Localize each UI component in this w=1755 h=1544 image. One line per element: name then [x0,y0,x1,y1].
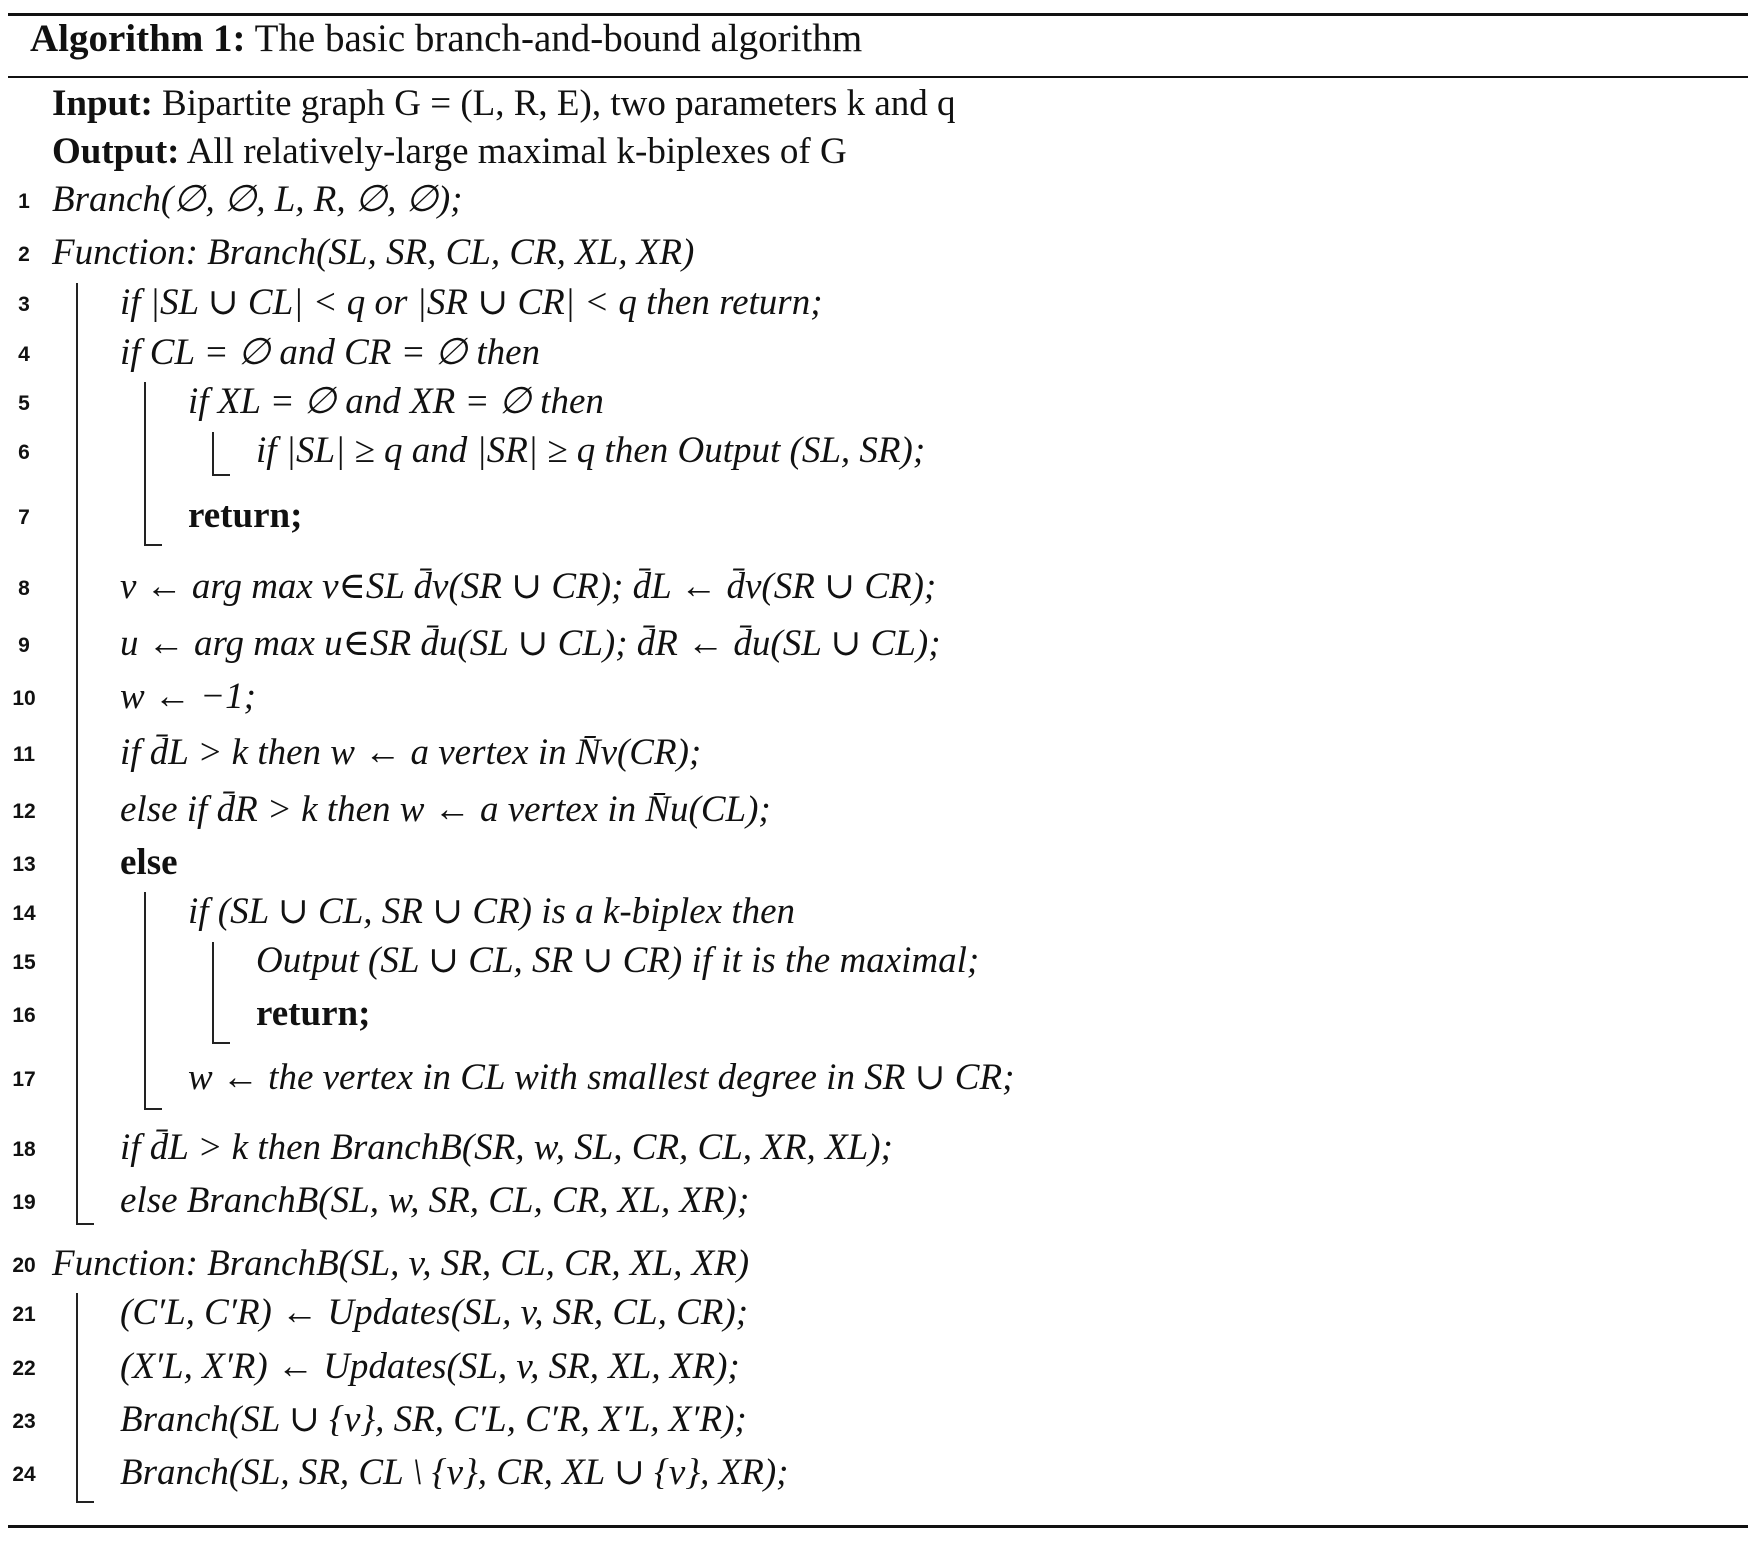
line-number: 1 [18,190,30,213]
output-label: Output: [52,131,180,172]
code-line: Function: Branch(SL, SR, CL, CR, XL, XR) [52,232,695,273]
code-line: return; [256,993,371,1034]
line-number: 24 [12,1463,36,1486]
block-bar-if-biplex [212,942,214,1044]
output-text: All relatively-large maximal k-biplexes of G [186,131,847,172]
line-number: 20 [12,1254,36,1277]
line-number: 14 [12,902,36,925]
code-line: v ← arg max v∈SL d̄v(SR ∪ CR); d̄L ← d̄v(SR ∪ CR); [120,566,937,607]
input-text: Bipartite graph G = (L, R, E), two parameters k and q [162,83,956,124]
block-bar-else [144,892,146,1110]
code-line: (X′L, X′R) ← Updates(SL, v, SR, XL, XR); [120,1346,740,1387]
line-number: 18 [12,1138,36,1161]
block-foot-if-biplex [212,1042,230,1044]
line-number: 12 [12,800,36,823]
output-line [52,130,847,174]
block-bar-branch [76,283,78,1225]
code-line: w ← −1; [120,676,256,717]
line-number: 9 [18,634,30,657]
line-number: 17 [12,1068,36,1091]
input-label: Input: [52,83,153,124]
line-number: 22 [12,1357,36,1380]
code-line: (C′L, C′R) ← Updates(SL, v, SR, CL, CR); [120,1292,749,1333]
code-line: else [120,842,178,883]
block-bar-if-x-empty [212,432,214,476]
line-number: 21 [12,1303,36,1326]
line-number: 6 [18,441,30,464]
code-line: else BranchB(SL, w, SR, CL, CR, XL, XR); [120,1180,750,1221]
block-foot-if-x-empty [212,474,230,476]
block-foot-else [144,1108,162,1110]
code-line: if |SL| ≥ q and |SR| ≥ q then Output (SL, SR); [256,430,926,471]
line-number: 11 [12,743,36,766]
line-number: 5 [18,392,30,415]
code-line: return; [188,495,303,536]
code-line: if (SL ∪ CL, SR ∪ CR) is a k-biplex then [188,891,796,932]
line-number: 19 [12,1191,36,1214]
block-bar-if-empty [144,382,146,546]
code-line: u ← arg max u∈SR d̄u(SL ∪ CL); d̄R ← d̄u(SL ∪ CL); [120,623,941,664]
block-foot-branch [76,1223,94,1225]
line-number: 3 [18,293,30,316]
line-number: 10 [12,687,36,710]
line-number: 4 [18,343,30,366]
block-foot-if-empty [144,544,162,546]
line-number: 15 [12,951,36,974]
line-number: 23 [12,1410,36,1433]
code-line: if CL = ∅ and CR = ∅ then [120,332,541,373]
line-number: 2 [18,243,30,266]
input-line [52,82,956,126]
code-line: else if d̄R > k then w ← a vertex in N̄u(CL); [120,789,771,830]
code-line: if d̄L > k then BranchB(SR, w, SL, CR, CL, XR, XL); [120,1127,893,1168]
code-line: Output (SL ∪ CL, SR ∪ CR) if it is the maximal; [256,940,980,981]
algorithm-label: Algorithm 1: [30,17,246,60]
line-number: 16 [12,1004,36,1027]
line-number: 8 [18,577,30,600]
code-line: Branch(∅, ∅, L, R, ∅, ∅); [52,179,463,220]
code-line: if |SL ∪ CL| < q or |SR ∪ CR| < q then return; [120,282,823,323]
block-bar-branchb [76,1293,78,1503]
algorithm-title: The basic branch-and-bound algorithm [254,17,863,60]
code-line: Function: BranchB(SL, v, SR, CL, CR, XL, XR) [52,1243,750,1284]
line-number: 13 [12,853,36,876]
code-line: Branch(SL, SR, CL \ {v}, CR, XL ∪ {v}, XR); [120,1452,789,1493]
code-line: w ← the vertex in CL with smallest degree in SR ∪ CR; [188,1057,1015,1098]
code-line: Branch(SL ∪ {v}, SR, C′L, C′R, X′L, X′R); [120,1399,747,1440]
block-foot-branchb [76,1501,94,1503]
code-line: if d̄L > k then w ← a vertex in N̄v(CR); [120,732,702,773]
line-number: 7 [18,506,30,529]
code-line: if XL = ∅ and XR = ∅ then [188,381,604,422]
bottom-rule [8,1525,1748,1528]
algorithm-caption [30,16,862,61]
caption-rule [8,76,1748,78]
